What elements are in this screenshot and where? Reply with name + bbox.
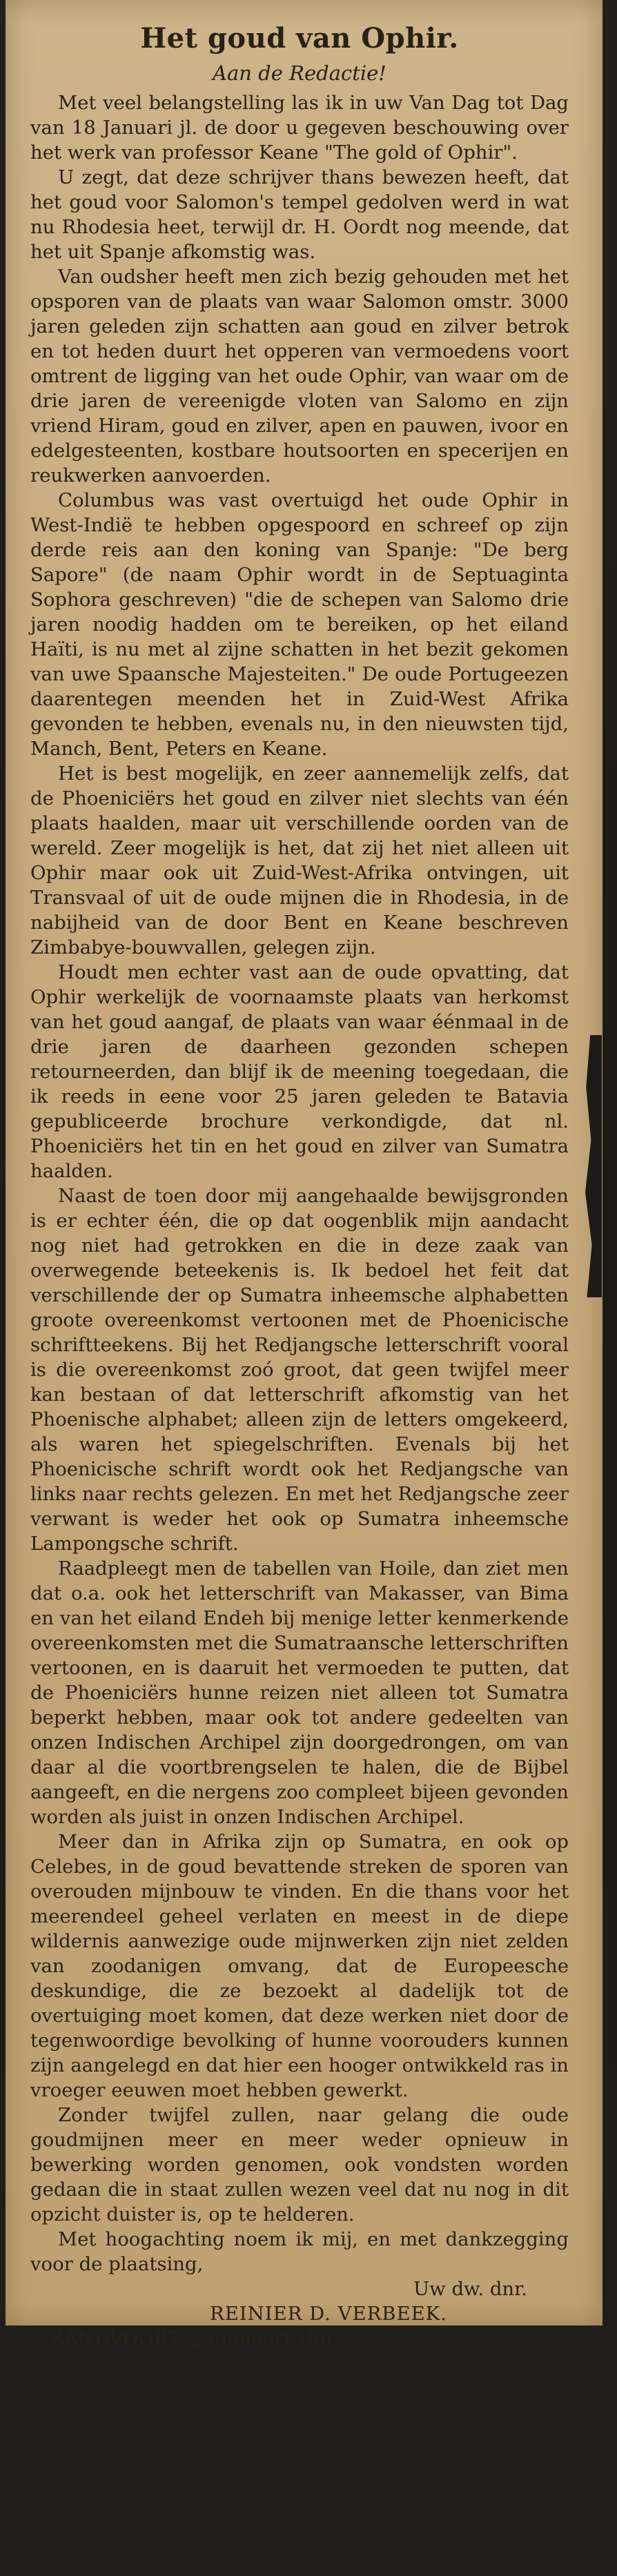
article-paragraph: Het is best mogelijk, en zeer aannemelijk zelfs, dat de Phoeniciërs het goud en zilver niet slechts van één plaats haalden, maar uit verschillende oorden van de wereld. Zeer mogelijk is het, dat zij het niet alleen uit Ophir maar ook uit Zuid-West-Afrika ontvingen, uit Transvaal of uit de oude mijnen die in Rhodesia, in de nabijheid van de door Bent en Keane beschreven Zimbabye-bouwvallen, gelegen zijn. (30, 763, 569, 958)
author-signature: REINIER D. VERBEEK. (210, 2303, 447, 2325)
article (30, 22, 569, 2351)
article-subheading: Aan de Redactie! (213, 61, 386, 85)
article-paragraph: Van oudsher heeft men zich bezig gehouden met het opsporen van de plaats van waar Salomon omstr. 3000 jaren geleden zijn schatten aan goud en zilver betrok en tot heden duurt het opperen van vermoedens voort omtrent de ligging van het oude Ophir, van waar om de drie jaren de vereenigde vloten van Salomo en zijn vriend Hiram, goud en zilver, apen en pauwen, ivoor en edelgesteenten, kostbare houtsoorten en specerijen en reukwerken aanvoerden. (30, 266, 569, 486)
article-paragraph: Raadpleegt men de tabellen van Hoile, dan ziet men dat o.a. ook het letterschrift van Makasser, van Bima en van het eiland Endeh bij menige letter kenmerkende overeenkomsten met die Sumatraansche letterschriften vertoonen, en is daaruit het vermoeden te putten, dat de Phoeniciërs hunne reizen niet alleen tot Sumatra beperkt hebben, maar ook tot andere gedeelten van onzen Indischen Archipel zijn doorgedrongen, om van daar al die voortbrengselen te halen, die de Bijbel aangeeft, en die nergens zoo compleet bijeen gevonden worden als juist in onzen Indischen Archipel. (30, 1557, 569, 1828)
article-paragraph: Met hoogachting noem ik mij, en met dankzegging voor de plaatsing, (30, 2228, 569, 2275)
place-date: ZANDVOORT, 25 Januari 1902. (51, 2328, 351, 2350)
closing-greeting: Uw dw. dnr. (413, 2278, 527, 2300)
article-headline: Het goud van Ophir. (140, 22, 459, 55)
article-paragraph: Houdt men echter vast aan de oude opvatting, dat Ophir werkelijk de voornaamste plaats van herkomst van het goud aangaf, de plaats van waar éénmaal in de drie jaren de daarheen gezonden schepen retourneerden, dan blijf ik de meening toegedaan, die ik reeds in eene voor 25 jaren geleden te Batavia gepubliceerde brochure verkondigde, dat nl. Phoeniciërs het tin en het goud en zilver van Sumatra haalden. (30, 961, 569, 1182)
article-paragraph: Columbus was vast overtuigd het oude Ophir in West-Indië te hebben opgespoord en schreef op zijn derde reis aan den koning van Spanje: "De berg Sapore" (de naam Ophir wordt in de Septuaginta Sophora geschreven) "die de schepen van Salomo drie jaren noodig hadden om te bereiken, op het eiland Haïti, is nu met al zijne schatten in het bezit gekomen van uwe Spaansche Majesteiten." De oude Portugeezen daarentegen meenden het in Zuid-West Afrika gevonden te hebben, evenals nu, in den nieuwsten tijd, Manch, Bent, Peters en Keane. (30, 489, 569, 760)
article-paragraph: U zegt, dat deze schrijver thans bewezen heeft, dat het goud voor Salomon's tempel gedolven werd in wat nu Rhodesia heet, terwijl dr. H. Oordt nog meende, dat het uit Spanje afkomstig was. (30, 166, 569, 263)
article-paragraph: Zonder twijfel zullen, naar gelang die oude goudmijnen meer en meer weder opnieuw in bewerking worden genomen, ook vondsten worden gedaan die in staat zullen wezen veel dat nu nog in dit opzicht duister is, op te helderen. (30, 2104, 569, 2225)
article-paragraph: Naast de toen door mij aangehaalde bewijsgronden is er echter één, die op dat oogenblik mijn aandacht nog niet had getrokken en die in deze zaak van overwegende beteekenis is. Ik bedoel het feit dat verschillende der op Sumatra inheemsche alphabetten groote overeenkomst vertoonen met de Phoenicische schriftteekens. Bij het Redjangsche letterschrift vooral is die overeenkomst zoó groot, dat geen twijfel meer kan bestaan of dat letterschrift afkomstig van het Phoenische alphabet; alleen zijn de letters omgekeerd, als waren het spiegelschriften. Evenals bij het Phoenicische schrift wordt ook het Redjangsche van links naar rechts gelezen. En met het Redjangsche zeer verwant is weder het ook op Sumatra inheemsche Lampongsche schrift. (30, 1185, 569, 1555)
article-paragraph: Met veel belangstelling las ik in uw Van Dag tot Dag van 18 Januari jl. de door u gegeven beschouwing over het werk van professor Keane "The gold of Ophir". (30, 92, 569, 164)
article-paragraph: Meer dan in Afrika zijn op Sumatra, en ook op Celebes, in de goud bevattende streken de sporen van overouden mijnbouw te vinden. En die thans voor het meerendeel geheel verlaten en meest in de diepe wildernis aanwezige oude mijnwerken zijn niet zelden van zoodanigen omvang, dat de Europeesche deskundige, die ze bezoekt al dadelijk tot de overtuiging moet komen, dat deze werken niet door de tegenwoordige bevolking of hunne voorouders kunnen zijn aangelegd en dat hier een hooger ontwikkeld ras in vroeger eeuwen moet hebben gewerkt. (30, 1831, 569, 2101)
